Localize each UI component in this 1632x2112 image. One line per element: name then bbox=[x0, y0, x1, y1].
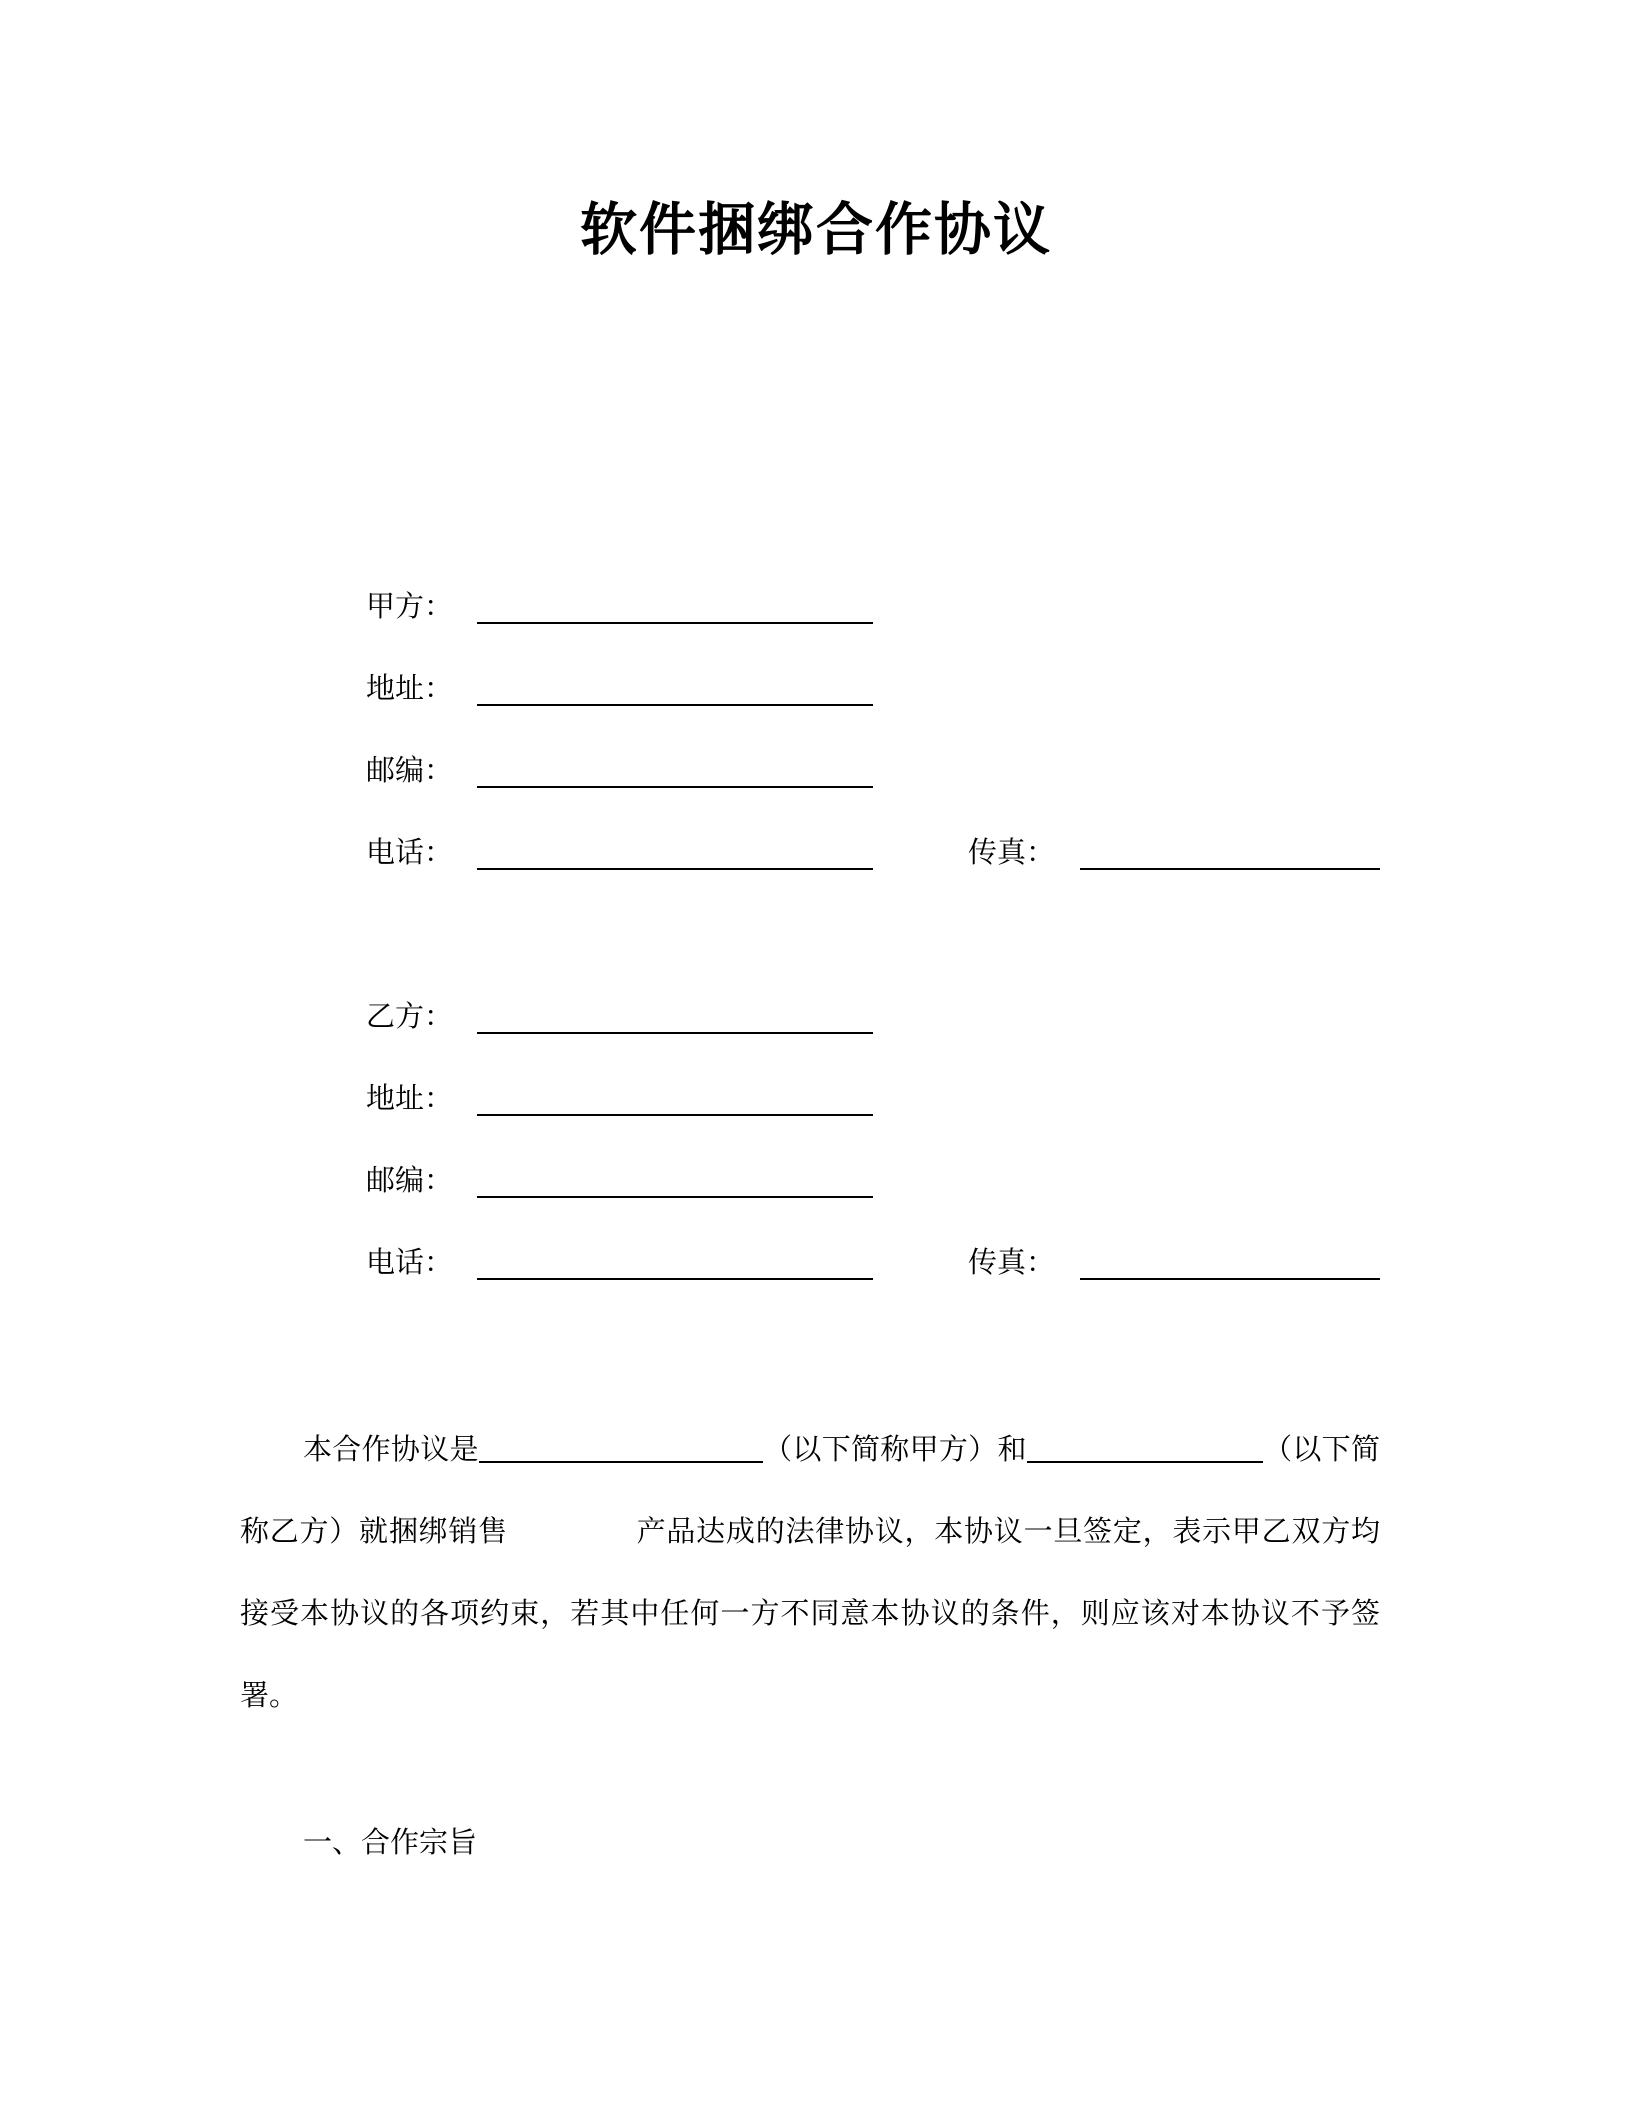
party-b-phone-label: 电话： bbox=[366, 1245, 454, 1279]
party-a-address-field[interactable] bbox=[477, 704, 873, 706]
party-a-label: 甲方： bbox=[366, 589, 454, 623]
party-b-postcode-field[interactable] bbox=[477, 1196, 873, 1198]
intro-text-3: （以下简称乙方）就捆绑销售 bbox=[240, 1432, 1380, 1548]
intro-party-b-blank[interactable] bbox=[1027, 1431, 1263, 1463]
party-a-postcode-field[interactable] bbox=[477, 786, 873, 788]
party-a-phone-field[interactable] bbox=[477, 868, 873, 870]
intro-text-1: 本合作协议是 bbox=[303, 1432, 479, 1466]
party-b-label: 乙方： bbox=[366, 999, 454, 1033]
intro-paragraph bbox=[240, 1408, 1380, 1736]
intro-text-4: 产品达成的法律协议，本协议一旦签定，表示甲乙双方均接受本协议的各项约束，若其中任何一方不同意本协议的条件，则应该对本协议不予签署。 bbox=[240, 1514, 1380, 1712]
party-a-phone-label: 电话： bbox=[366, 835, 454, 869]
party-b-address-label: 地址： bbox=[366, 1081, 454, 1115]
party-a-name-field[interactable] bbox=[477, 622, 873, 624]
intro-party-a-blank[interactable] bbox=[479, 1431, 763, 1463]
party-a-address-label: 地址： bbox=[366, 671, 454, 705]
party-b-fax-field[interactable] bbox=[1080, 1278, 1380, 1280]
party-a-fax-field[interactable] bbox=[1080, 868, 1380, 870]
party-a-postcode-label: 邮编： bbox=[366, 753, 454, 787]
document-title: 软件捆绑合作协议 bbox=[580, 197, 1052, 263]
party-b-name-field[interactable] bbox=[477, 1032, 873, 1034]
party-b-phone-field[interactable] bbox=[477, 1278, 873, 1280]
party-b-fax-label: 传真： bbox=[968, 1245, 1056, 1279]
party-a-fax-label: 传真： bbox=[968, 835, 1056, 869]
section-heading-1: 一、合作宗旨 bbox=[303, 1825, 478, 1859]
party-b-address-field[interactable] bbox=[477, 1114, 873, 1116]
intro-text-2: （以下简称甲方）和 bbox=[762, 1432, 1027, 1466]
party-b-postcode-label: 邮编： bbox=[366, 1163, 454, 1197]
